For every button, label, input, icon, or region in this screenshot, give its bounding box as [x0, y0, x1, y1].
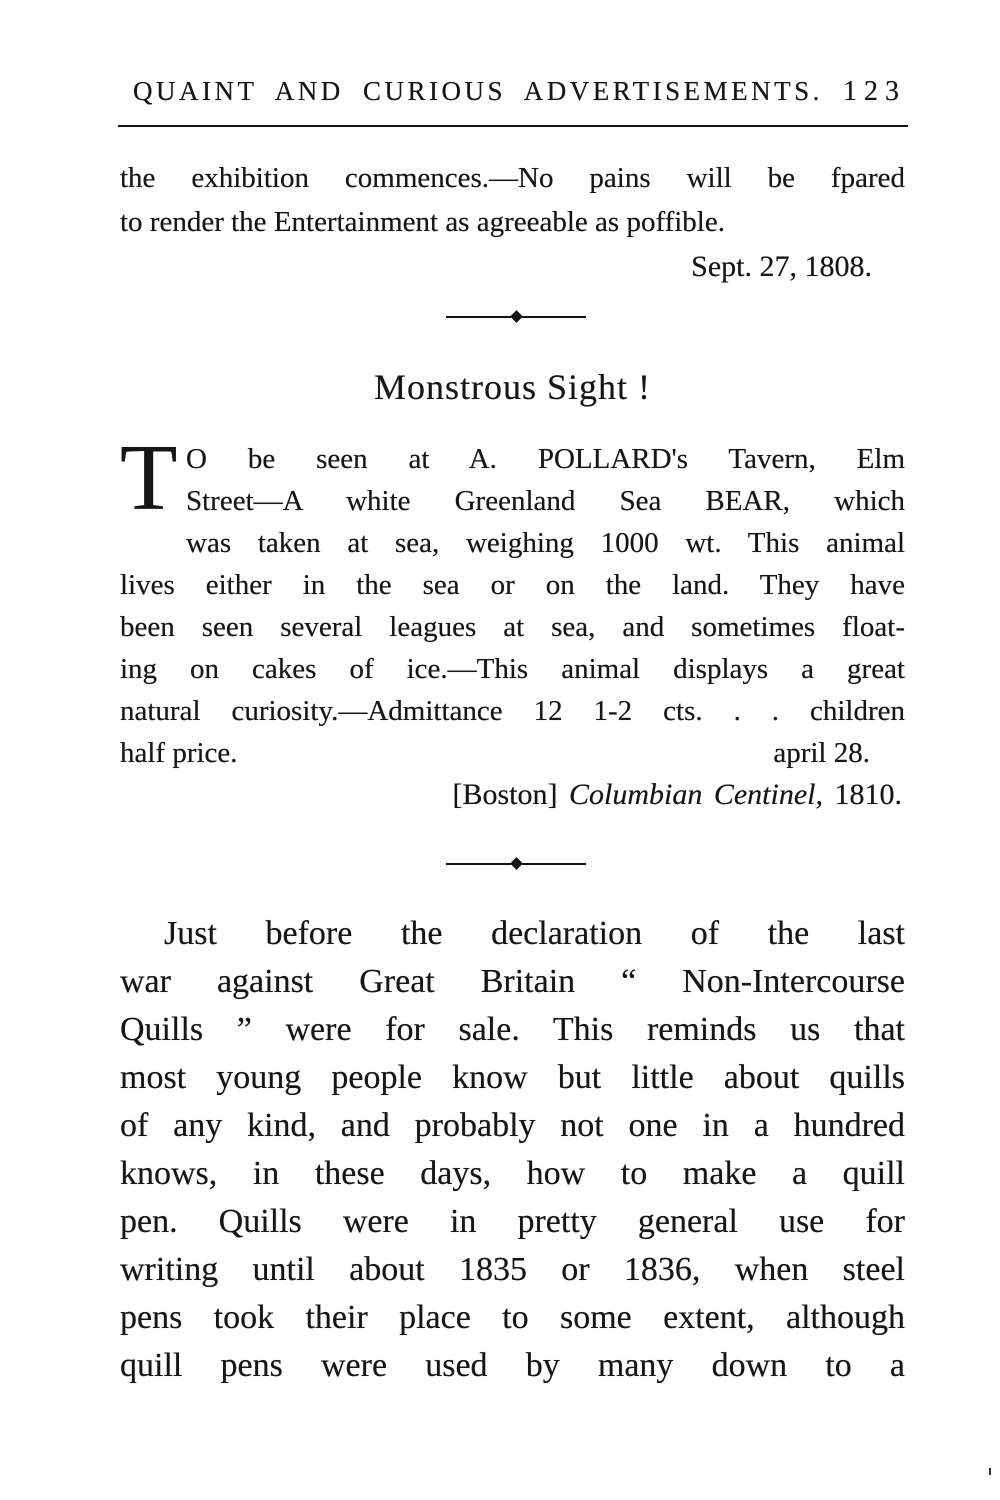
article-line: quill pens were used by many down to a — [120, 1347, 905, 1384]
page-number: 123 — [843, 76, 906, 107]
ad2-line: was taken at sea, weighing 1000 wt. This animal — [186, 527, 905, 559]
ad2-dateline: april 28. — [773, 737, 870, 769]
article-line: knows, in these days, how to make a quill — [120, 1155, 905, 1192]
divider-line — [522, 316, 587, 318]
section-divider — [446, 858, 586, 869]
attribution-place: [Boston] — [452, 778, 569, 811]
ad2-last-line — [120, 732, 905, 774]
ad1-line: to render the Entertainment as agreeable as poffible. — [120, 206, 725, 238]
article-line: war against Great Britain “ Non-Intercourse — [120, 963, 905, 1000]
ad2-line: natural curiosity.—Admittance 12 1-2 cts. . . children — [120, 695, 905, 727]
article-paragraph — [120, 910, 905, 1390]
article-line: Quills ” were for sale. This reminds us that — [120, 1011, 905, 1048]
ad2-line: Street—A white Greenland Sea BEAR, which — [186, 485, 905, 517]
ad2-line: O be seen at A. POLLARD's Tavern, Elm — [186, 443, 905, 475]
divider-line — [522, 863, 587, 865]
header-rule — [118, 125, 908, 127]
ad2-line: been seen several leagues at sea, and sometimes float- — [120, 611, 905, 643]
drop-cap: T — [120, 426, 178, 530]
scan-speck — [989, 1468, 991, 1475]
article-line: Just before the declaration of the last — [164, 915, 905, 952]
article-line: pen. Quills were in pretty general use for — [120, 1203, 905, 1240]
attribution-year: 1810. — [823, 778, 902, 811]
source-attribution — [120, 778, 902, 812]
section-divider — [446, 311, 586, 322]
divider-line — [446, 316, 511, 318]
article-line: writing until about 1835 or 1836, when steel — [120, 1251, 905, 1288]
diamond-ornament-icon — [510, 857, 523, 870]
article-line: most young people know but little about quills — [120, 1059, 905, 1096]
ad2-line: lives either in the sea or on the land. They have — [120, 569, 905, 601]
running-header — [133, 76, 906, 108]
article-line: of any kind, and probably not one in a hundred — [120, 1107, 905, 1144]
ad2-paragraph — [120, 426, 905, 774]
ad2-line: ing on cakes of ice.—This animal displays a great — [120, 653, 905, 685]
ad2-line-left: half price. — [120, 737, 238, 769]
ad1-line: the exhibition commences.—No pains will be fpared — [120, 162, 905, 194]
ad2-heading: Monstrous Sight ! — [373, 367, 652, 407]
header-title: QUAINT AND CURIOUS ADVERTISEMENTS. — [133, 76, 823, 106]
attribution-publication: Columbian Centinel, — [569, 778, 823, 811]
ad1-dateline: Sept. 27, 1808. — [691, 250, 872, 283]
divider-line — [446, 863, 511, 865]
ad1-paragraph — [120, 156, 905, 244]
diamond-ornament-icon — [510, 310, 523, 323]
article-line: pens took their place to some extent, although — [120, 1299, 905, 1336]
